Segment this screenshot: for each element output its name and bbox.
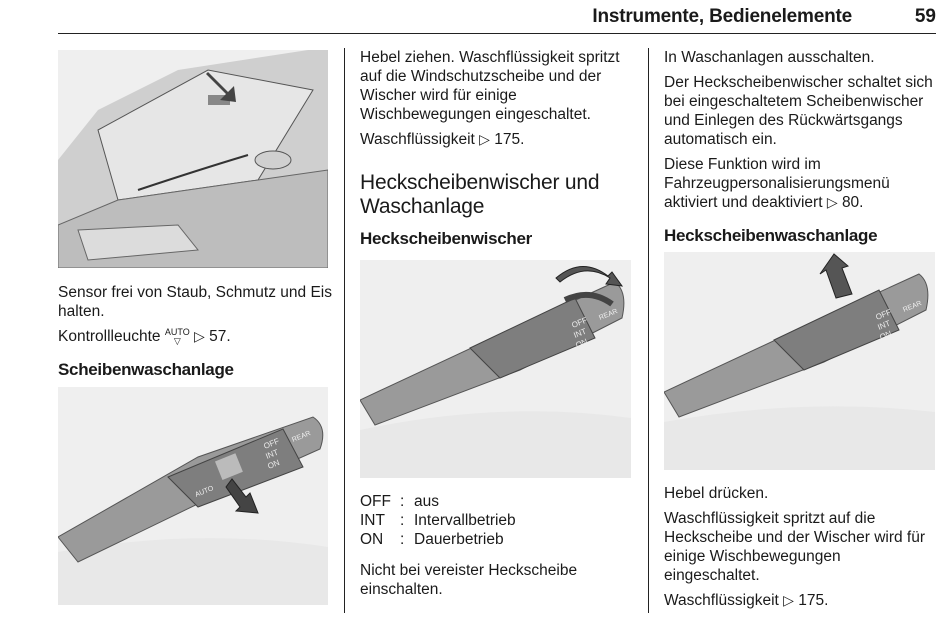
label-off: OFF xyxy=(874,307,893,322)
label-off: OFF xyxy=(570,315,589,330)
arrow-right-outline-icon: ▷ xyxy=(479,131,490,147)
car-windshield-sensor-figure xyxy=(58,50,328,268)
label-int: INT xyxy=(264,447,280,461)
list-item xyxy=(360,511,516,530)
cross-reference[interactable]: 80. xyxy=(841,194,864,211)
arrow-right-outline-icon: ▷ xyxy=(826,194,838,210)
rear-washer-stalk-figure xyxy=(664,252,935,470)
paragraph: Hebel drücken. xyxy=(664,485,769,502)
mode-separator: : xyxy=(400,493,405,510)
paragraph: Nicht bei vereister Heckscheibe einschalten. xyxy=(360,562,578,598)
cross-reference[interactable]: 175. xyxy=(494,131,525,148)
mode-description: Dauerbetrieb xyxy=(414,531,504,548)
section-heading: Scheibenwaschanlage xyxy=(58,360,234,379)
mode-key: INT xyxy=(360,512,385,529)
label-int: INT xyxy=(572,326,588,340)
label-off: OFF xyxy=(262,436,281,451)
paragraph-text: Diese Funktion wird im Fahrzeugpersonalisierungsmenü aktiviert und deaktiviert xyxy=(664,156,890,211)
list-item xyxy=(360,530,516,549)
auto-wiper-warning-icon: AUTO ▽ xyxy=(164,326,190,346)
arrow-right-outline-icon: ▷ xyxy=(783,592,794,608)
paragraph: Sensor frei von Staub, Schmutz und Eis halten. xyxy=(58,284,332,320)
column-divider xyxy=(344,48,345,613)
paragraph-text: Waschflüssigkeit xyxy=(664,592,779,609)
arrow-right-outline-icon: ▷ xyxy=(194,328,205,344)
paragraph-text: Kontrollleuchte xyxy=(58,328,161,345)
mode-description: Intervallbetrieb xyxy=(414,512,516,529)
label-auto: AUTO xyxy=(194,485,215,499)
subsection-heading: Heckscheibenwischer xyxy=(360,229,532,248)
paragraph: In Waschanlagen ausschalten. xyxy=(664,49,875,66)
cross-reference[interactable]: 57. xyxy=(209,328,231,345)
page-section-title: Instrumente, Bedienelemente xyxy=(592,6,852,27)
wiper-mode-list xyxy=(360,492,516,549)
cross-reference[interactable]: 175. xyxy=(798,592,829,609)
list-item xyxy=(360,492,516,511)
paragraph: Waschflüssigkeit spritzt auf die Heckscheibe und der Wischer wird für einige Wischbewegungen eingeschaltet. xyxy=(664,510,926,584)
label-rear: REAR xyxy=(598,308,619,322)
column-divider xyxy=(648,48,649,613)
windshield-washer-stalk-figure xyxy=(58,387,328,605)
paragraph: Der Heckscheibenwischer schaltet sich bei eingeschaltetem Scheibenwischer und Einlegen des Rückwärtsgangs automatisch ein. xyxy=(664,74,933,148)
paragraph xyxy=(664,155,936,212)
mode-key: ON xyxy=(360,531,384,548)
mode-separator: : xyxy=(400,531,405,548)
mode-description: aus xyxy=(414,493,439,510)
rear-wiper-stalk-figure xyxy=(360,260,631,478)
label-on: ON xyxy=(266,458,281,471)
section-heading: Heckscheibenwischer und Waschanlage xyxy=(360,171,600,218)
header-divider xyxy=(58,33,936,34)
label-rear: REAR xyxy=(902,300,923,314)
label-on: ON xyxy=(878,329,893,342)
paragraph: Hebel ziehen. Waschflüssigkeit spritzt auf die Windschutzscheibe und der Wischer wird für einige Wischbewegungen eingeschaltet. xyxy=(360,49,620,123)
mode-separator: : xyxy=(400,512,405,529)
paragraph xyxy=(664,591,939,610)
label-rear: REAR xyxy=(291,430,312,444)
section-heading: Heckscheibenwaschanlage xyxy=(664,226,878,245)
page-number: 59 xyxy=(914,6,936,27)
auto-label: AUTO xyxy=(164,326,190,337)
label-on: ON xyxy=(574,337,589,350)
paragraph xyxy=(360,130,630,149)
paragraph-text: Waschflüssigkeit xyxy=(360,131,475,148)
label-int: INT xyxy=(876,318,892,332)
paragraph xyxy=(58,327,333,346)
mode-key: OFF xyxy=(360,493,391,510)
